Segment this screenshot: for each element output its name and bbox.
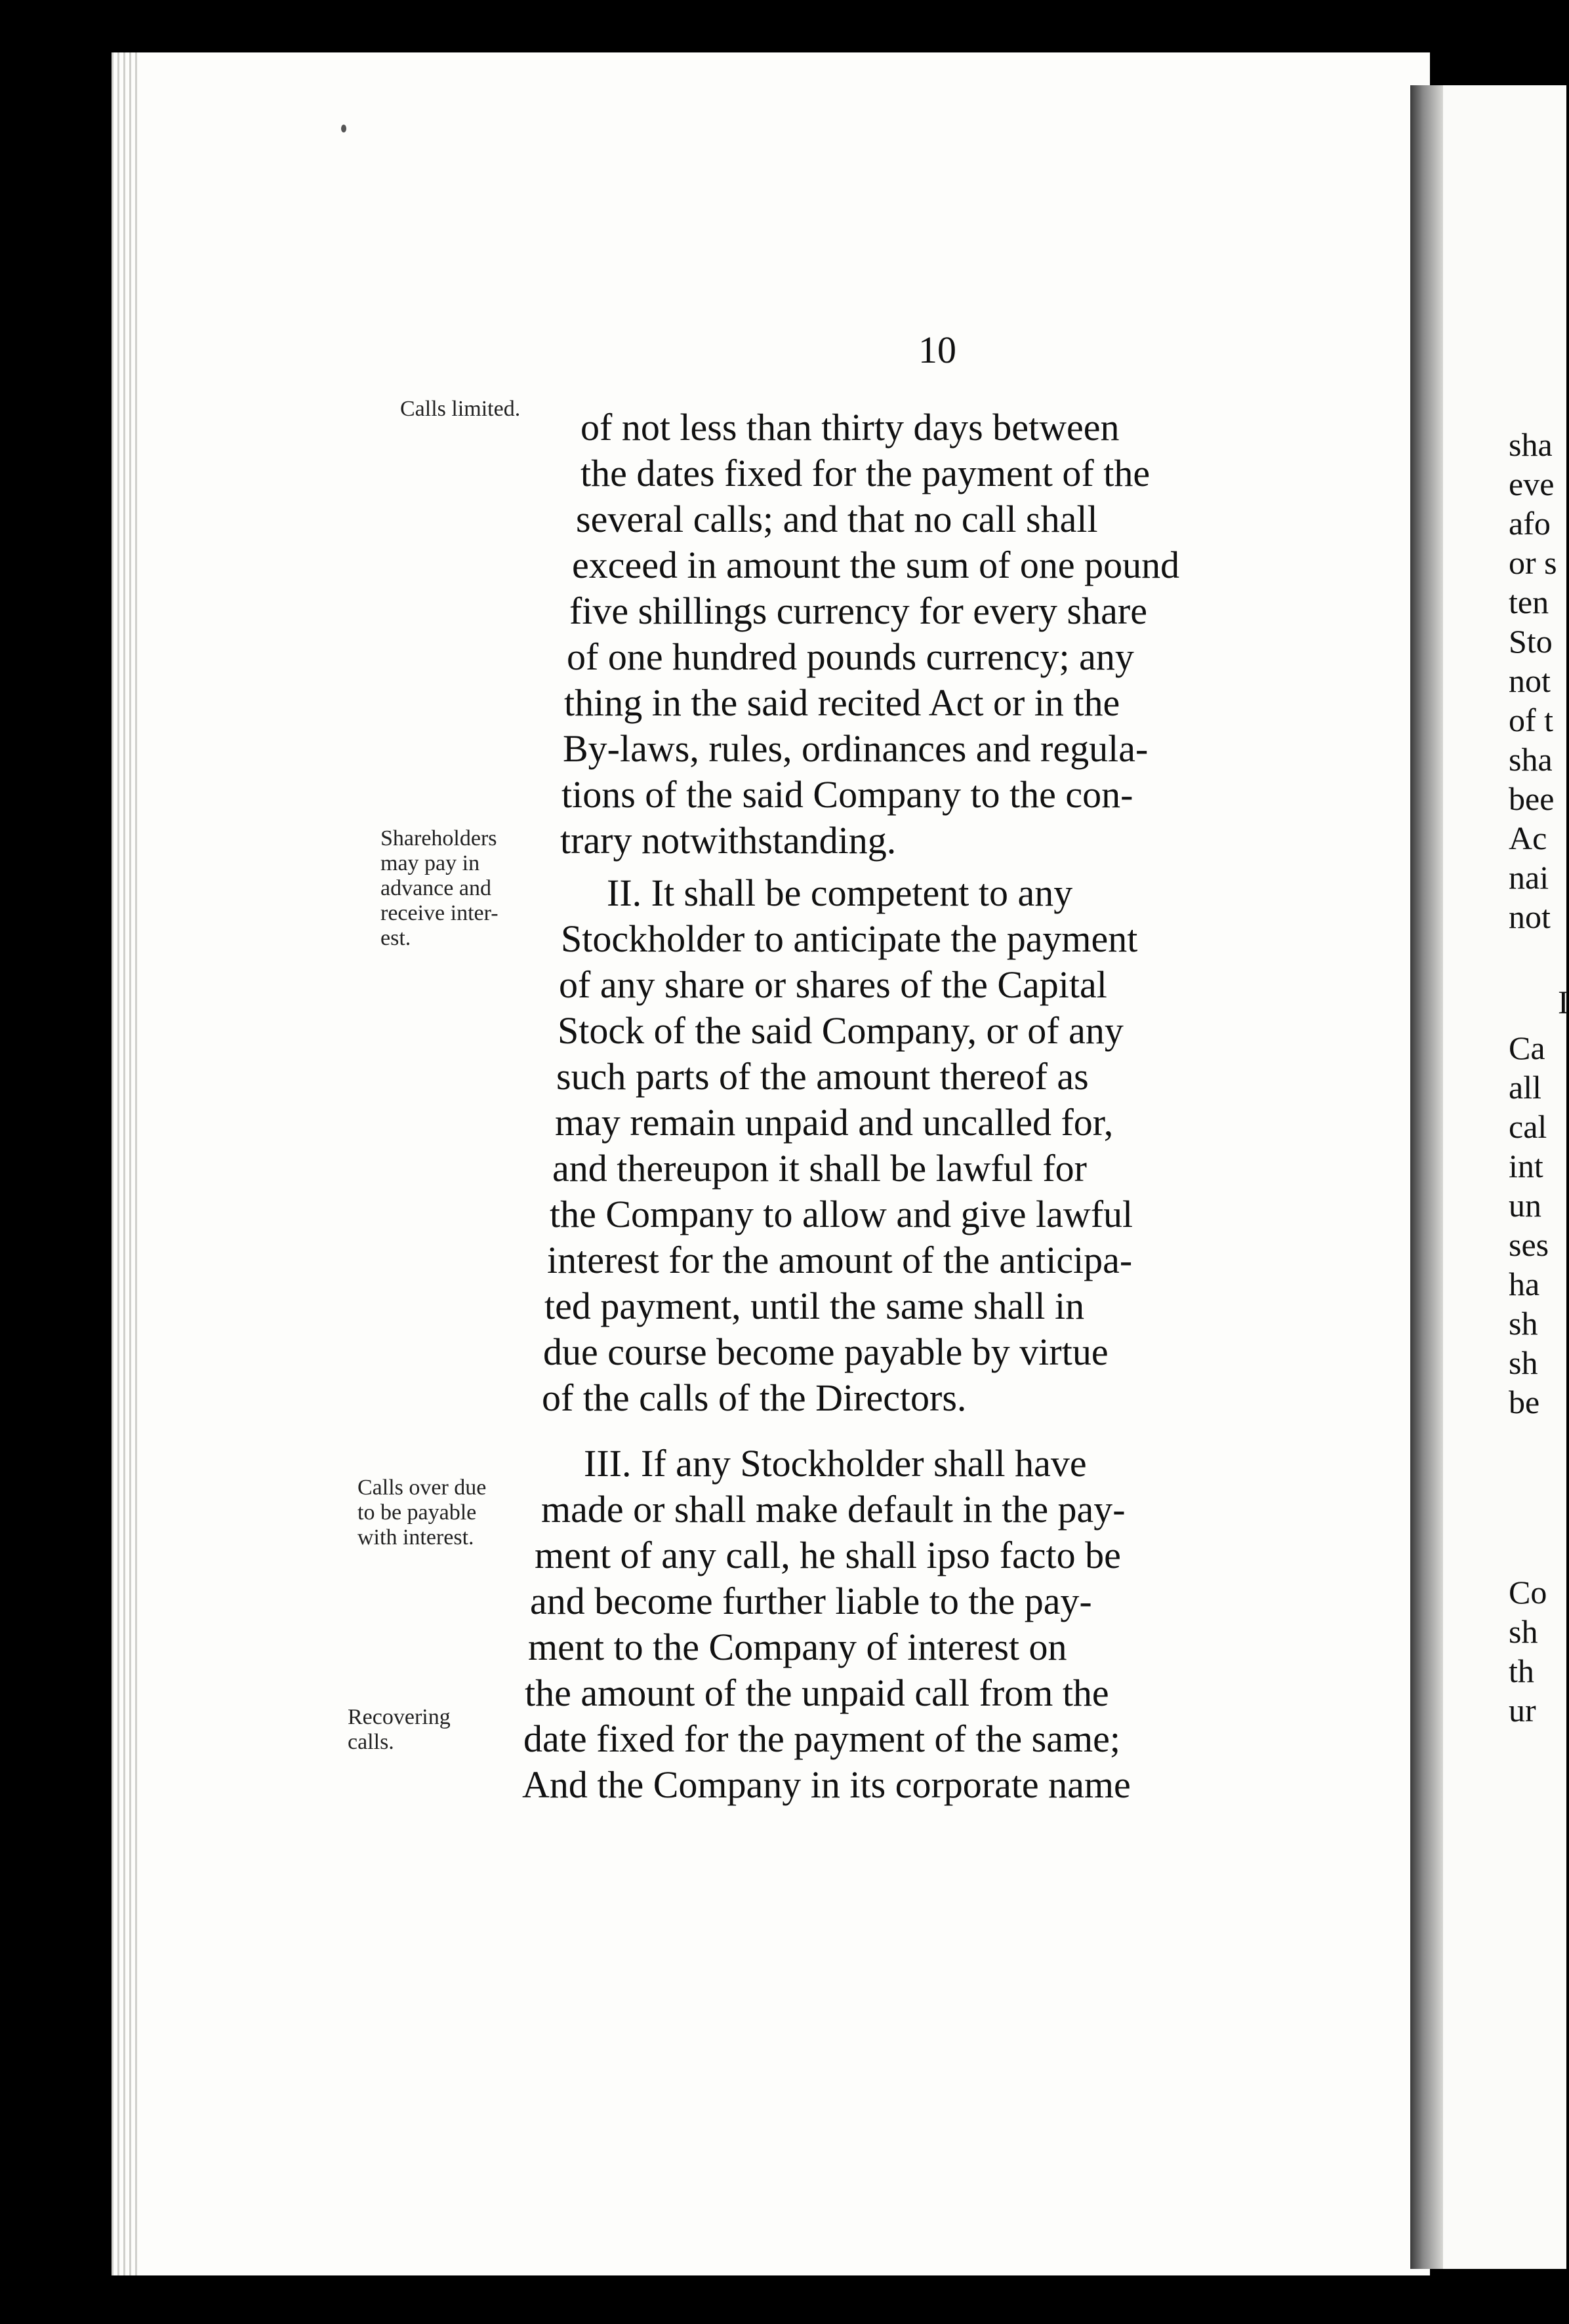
facing-fragment: Sto — [1509, 623, 1553, 660]
facing-fragment: th — [1509, 1653, 1534, 1689]
page-edge — [112, 52, 138, 2275]
body-line: II. It shall be competent to any — [607, 872, 1073, 914]
facing-fragment: sha — [1509, 426, 1553, 463]
margin-note-calls-limited: Calls limited. — [400, 397, 521, 421]
body-line: interest for the amount of the anticipa- — [547, 1239, 1133, 1281]
facing-fragment: eve — [1509, 466, 1555, 502]
facing-fragment: Ca — [1509, 1030, 1545, 1066]
body-line: date fixed for the payment of the same; — [523, 1717, 1120, 1760]
body-line: of the calls of the Directors. — [542, 1376, 967, 1419]
facing-fragment: ha — [1509, 1266, 1540, 1302]
body-line: five shillings currency for every share — [569, 590, 1147, 632]
body-line: ment of any call, he shall ipso facto be — [535, 1534, 1121, 1576]
margin-note-recovering-calls: Recovering calls. — [348, 1705, 451, 1754]
margin-note-advance-payment: Shareholders may pay in advance and receive inter- est. — [380, 826, 499, 950]
facing-fragment: ses — [1509, 1226, 1549, 1263]
body-line: and become further liable to the pay- — [530, 1580, 1092, 1622]
body-line: due course become payable by virtue — [543, 1331, 1109, 1373]
body-line: And the Company in its corporate name — [522, 1763, 1131, 1806]
body-line: thing in the said recited Act or in the — [564, 681, 1120, 724]
facing-fragment: be — [1509, 1384, 1540, 1420]
body-line: By-laws, rules, ordinances and regula- — [563, 727, 1149, 770]
body-line: ment to the Company of interest on — [528, 1626, 1067, 1668]
facing-fragment: ten — [1509, 584, 1549, 620]
facing-fragment: I — [1558, 984, 1569, 1020]
facing-fragment: not — [1509, 898, 1551, 935]
margin-note-overdue-calls: Calls over due to be payable with interest. — [357, 1475, 487, 1550]
body-line: III. If any Stockholder shall have — [584, 1442, 1087, 1485]
facing-fragment: sha — [1509, 741, 1553, 778]
body-line: may remain unpaid and uncalled for, — [555, 1101, 1114, 1144]
facing-fragment: or s — [1509, 544, 1557, 581]
body-line: of any share or shares of the Capital — [559, 963, 1107, 1006]
page-number: 10 — [918, 329, 956, 371]
body-line: Stockholder to anticipate the payment — [561, 917, 1138, 960]
body-line: the dates fixed for the payment of the — [581, 452, 1151, 494]
body-line: Stock of the said Company, or of any — [558, 1009, 1124, 1052]
body-line: of not less than thirty days between — [581, 406, 1120, 449]
facing-fragment: not — [1509, 662, 1551, 699]
body-line: ted payment, until the same shall in — [544, 1285, 1085, 1327]
body-line: trary notwithstanding. — [560, 819, 897, 862]
facing-fragment: cal — [1509, 1108, 1547, 1145]
body-line: the amount of the unpaid call from the — [525, 1672, 1109, 1714]
body-line: several calls; and that no call shall — [576, 498, 1098, 540]
body-line: exceed in amount the sum of one pound — [572, 544, 1180, 586]
facing-fragment: sh — [1509, 1344, 1538, 1381]
body-line: tions of the said Company to the con- — [561, 773, 1133, 816]
facing-fragment: int — [1509, 1148, 1543, 1184]
body-line: the Company to allow and give lawful — [550, 1193, 1133, 1235]
right-page — [1443, 85, 1566, 2269]
facing-fragment: Ac — [1509, 820, 1547, 856]
speck — [341, 125, 346, 132]
body-line: and thereupon it shall be lawful for — [552, 1147, 1087, 1190]
facing-fragment: Co — [1509, 1574, 1547, 1611]
facing-fragment: un — [1509, 1187, 1541, 1224]
facing-fragment: afo — [1509, 505, 1551, 542]
facing-fragment: nai — [1509, 859, 1549, 896]
facing-fragment: sh — [1509, 1305, 1538, 1342]
book-gutter — [1410, 85, 1443, 2269]
body-line: made or shall make default in the pay- — [541, 1488, 1126, 1531]
facing-fragment: of t — [1509, 702, 1554, 738]
body-line: such parts of the amount thereof as — [556, 1055, 1089, 1098]
facing-fragment: bee — [1509, 780, 1555, 817]
body-line: of one hundred pounds currency; any — [567, 635, 1134, 678]
facing-fragment: sh — [1509, 1613, 1538, 1650]
facing-fragment: all — [1509, 1069, 1541, 1106]
facing-fragment: ur — [1509, 1692, 1536, 1729]
